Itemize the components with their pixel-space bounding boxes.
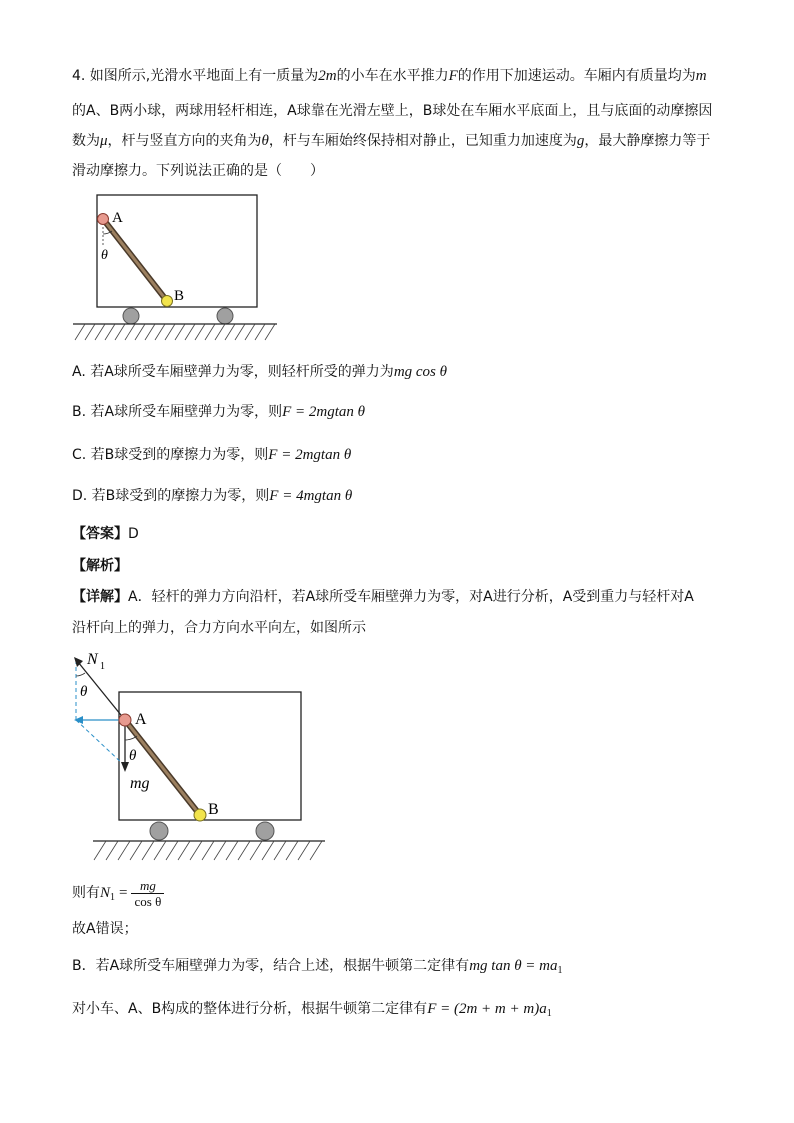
formula-m: m <box>695 68 707 84</box>
label-B: B <box>174 288 185 304</box>
label-A: A <box>135 711 147 728</box>
solution-B-line: B．若A球所受车厢壁弹力为零，结合上述，根据牛顿第二定律有mg $\tan \theta = ma_1$ <box>72 958 563 976</box>
wheel-left <box>123 308 139 324</box>
label-theta: θ <box>129 748 137 764</box>
label-A: A <box>112 210 123 226</box>
solution-whole-line: 对小车、A、B构成的整体进行分析，根据牛顿第二定律有$F = (2m + m + m)a_1$ <box>72 1001 552 1019</box>
formula-newton-whole: F = (2m + m + m)a <box>427 1001 547 1017</box>
option-B[interactable]: B. 若A球所受车厢壁弹力为零，则F = 2mgtan θ <box>72 404 365 420</box>
analysis-tag: 【解析】 <box>72 558 128 574</box>
detail-line-2: 沿杆向上的弹力，合力方向水平向左，如图所示 <box>72 620 366 636</box>
solution-wrong-line: 故A错误； <box>72 921 138 937</box>
option-C-formula: F = 2mgtan θ <box>268 447 352 463</box>
wheel-left <box>150 822 168 840</box>
figure-cart-2 <box>68 648 332 866</box>
parallelogram-dashed <box>76 720 125 766</box>
ball-A <box>98 214 109 225</box>
formula-mu: μ <box>100 133 108 149</box>
question-line-1: 4. 如图所示,光滑水平地面上有一质量为2m的小车在水平推力F的作用下加速运动。车厢内有质量均为m <box>72 68 707 84</box>
label-B: B <box>208 801 219 818</box>
label-N1-sub: 1 <box>100 661 105 672</box>
detail-line-1: 【详解】A．轻杆的弹力方向沿杆，若A球所受车厢壁弹力为零，对A进行分析，A受到重力与轻杆对A <box>72 589 694 605</box>
question-line-2: 的A、B两小球，两球用轻杆相连，A球靠在光滑左壁上，B球处在车厢水平底面上，且与底面的动摩擦因 <box>72 103 713 119</box>
fraction-mg-over-cos: $\frac{mg}{\text{cos θ}}$ <box>131 878 164 909</box>
answer-line <box>72 524 139 544</box>
option-C[interactable]: C. 若B球受到的摩擦力为零，则F = 2mgtan θ <box>72 447 352 463</box>
ground-hatch <box>75 324 275 340</box>
label-theta: θ <box>101 248 108 263</box>
question-line-3: 数为μ，杆与竖直方向的夹角为θ，杆与车厢始终保持相对静止，已知重力加速度为g，最大静摩擦力等于 <box>72 133 711 149</box>
ball-B <box>194 809 206 821</box>
formula-2m: 2m <box>318 68 337 84</box>
option-D-formula: F = 4mgtan θ <box>269 488 353 504</box>
detail-tag: 【详解】 <box>72 589 128 605</box>
option-D[interactable]: D. 若B球受到的摩擦力为零，则F = 4mgtan θ <box>72 488 353 504</box>
ball-A <box>119 714 131 726</box>
formula-newton-A: mg tan θ = ma <box>469 958 558 974</box>
label-N1: N <box>87 651 98 668</box>
solution-N1-line: 则有$N_1$ = $\frac{mg}{\text{cos θ}}$ <box>72 876 164 915</box>
option-A[interactable]: A. 若A球所受车厢壁弹力为零，则轻杆所受的弹力为mg cos θ <box>72 364 448 380</box>
angle-arc-top <box>76 673 85 676</box>
answer-value: D <box>128 526 139 542</box>
label-mg: mg <box>130 775 150 792</box>
formula-F: F <box>448 68 458 84</box>
answer-tag: 【答案】 <box>72 526 128 542</box>
wheel-right <box>217 308 233 324</box>
figure-cart-1 <box>70 190 290 350</box>
question-line-4: 滑动摩擦力。下列说法正确的是（ ） <box>72 163 324 179</box>
ground-hatch <box>94 841 322 860</box>
formula-theta: θ <box>261 133 269 149</box>
option-B-formula: F = 2mgtan θ <box>282 404 365 420</box>
ball-B <box>162 296 173 307</box>
formula-g: g <box>576 133 585 149</box>
wheel-right <box>256 822 274 840</box>
label-theta-top: θ <box>80 684 88 700</box>
option-A-formula: mg cos θ <box>393 364 448 380</box>
